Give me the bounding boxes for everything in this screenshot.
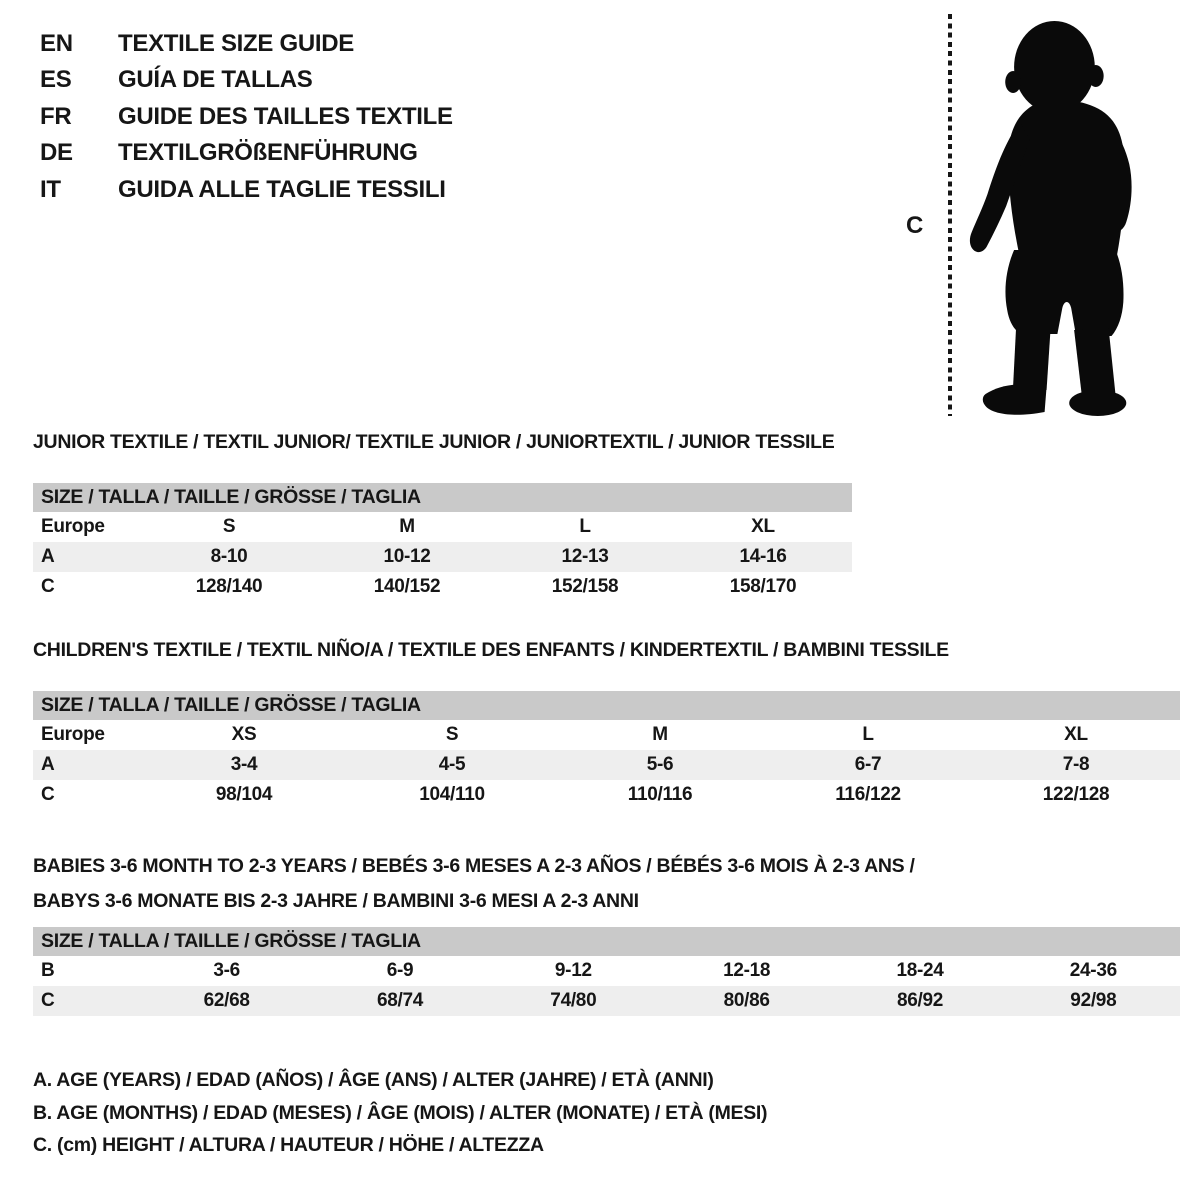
table-cell: 3-6 [213, 960, 240, 981]
row-label: C [41, 990, 55, 1011]
table-cell: 128/140 [195, 576, 263, 597]
language-title: TEXTILE SIZE GUIDE [118, 30, 354, 57]
language-code: ES [40, 66, 72, 94]
junior-table-body [33, 512, 852, 602]
junior-table-title: JUNIOR TEXTILE / TEXTIL JUNIOR/ TEXTILE JUNIOR / JUNIORTEXTIL / JUNIOR TESSILE [33, 431, 835, 453]
table-cell: 9-12 [554, 960, 592, 981]
table-cell: 18-24 [896, 960, 944, 981]
language-code: IT [40, 175, 61, 203]
junior-size-table-section [33, 431, 852, 602]
table-cell: 74/80 [550, 990, 597, 1011]
table-cell: 6-7 [854, 754, 882, 775]
height-dashed-line [948, 14, 952, 416]
language-code: FR [40, 102, 72, 130]
language-row-fr [40, 99, 453, 135]
children-table-body [33, 720, 1180, 810]
children-size-table-section [33, 639, 1180, 810]
table-row [33, 956, 1180, 986]
table-cell: 7-8 [1062, 754, 1090, 775]
row-label: B [41, 960, 55, 981]
table-row [33, 780, 1180, 810]
row-label: C [41, 784, 55, 805]
language-title: GUIDE DES TAILLES TEXTILE [118, 102, 453, 130]
table-cell: 10-12 [383, 546, 431, 567]
table-cell: S [222, 516, 236, 537]
size-header-band: SIZE / TALLA / TAILLE / GRÖSSE / TAGLIA [33, 483, 852, 512]
table-row [33, 542, 852, 572]
row-label: Europe [41, 516, 105, 537]
language-code: EN [40, 30, 73, 57]
table-cell: XL [751, 516, 775, 537]
table-row [33, 986, 1180, 1016]
table-cell: 116/122 [835, 784, 901, 805]
table-cell: 152/158 [551, 576, 619, 597]
language-row-it [40, 172, 453, 208]
table-cell: 3-4 [230, 754, 258, 775]
table-cell: 62/68 [203, 990, 250, 1011]
table-cell: 122/128 [1042, 784, 1110, 805]
row-label: C [41, 576, 55, 597]
table-cell: 14-16 [739, 546, 787, 567]
children-table-title: CHILDREN'S TEXTILE / TEXTIL NIÑO/A / TEXTILE DES ENFANTS / KINDERTEXTIL / BAMBINI TESSILE [33, 639, 949, 661]
babies-table-title-line-2: BABYS 3-6 MONATE BIS 2-3 JAHRE / BAMBINI 3-6 MESI A 2-3 ANNI [33, 890, 639, 912]
table-cell: XL [1064, 724, 1088, 745]
table-cell: 68/74 [376, 990, 424, 1011]
table-row [33, 572, 852, 602]
row-label: A [41, 754, 55, 775]
table-cell: 140/152 [373, 576, 441, 597]
babies-table-title [33, 849, 1180, 919]
table-cell: 98/104 [215, 784, 273, 805]
language-row-en [40, 26, 453, 62]
footnote-legend [33, 1064, 767, 1162]
table-cell: XS [231, 724, 257, 745]
size-header-band: SIZE / TALLA / TAILLE / GRÖSSE / TAGLIA [33, 927, 1180, 956]
table-cell: 110/116 [627, 784, 693, 805]
language-row-es [40, 62, 453, 98]
table-cell: 6-9 [386, 960, 414, 981]
table-cell: 4-5 [438, 754, 466, 775]
table-cell: 12-13 [561, 546, 609, 567]
table-row [33, 750, 1180, 780]
footnote-c-height-cm: C. (cm) HEIGHT / ALTURA / HAUTEUR / HÖHE / ALTEZZA [33, 1134, 544, 1156]
babies-table-body [33, 956, 1180, 1016]
babies-size-table-section [33, 849, 1180, 1016]
row-label: Europe [41, 724, 105, 745]
table-cell: M [652, 724, 668, 745]
language-row-de [40, 135, 453, 171]
table-cell: L [862, 724, 874, 745]
language-title: TEXTILGRÖßENFÜHRUNG [118, 139, 418, 167]
language-code: DE [40, 139, 73, 167]
table-cell: 104/110 [419, 784, 485, 805]
table-cell: 5-6 [646, 754, 674, 775]
babies-table-title-line-1: BABIES 3-6 MONTH TO 2-3 YEARS / BEBÉS 3-6 MESES A 2-3 AÑOS / BÉBÉS 3-6 MOIS À 2-3 ANS / [33, 855, 915, 877]
table-row [33, 720, 1180, 750]
table-cell: 158/170 [729, 576, 797, 597]
size-header-band: SIZE / TALLA / TAILLE / GRÖSSE / TAGLIA [33, 691, 1180, 720]
language-title: GUIDA ALLE TAGLIE TESSILI [118, 175, 446, 203]
table-cell: 80/86 [723, 990, 770, 1011]
height-measure-label: C [906, 212, 924, 239]
table-row [33, 512, 852, 542]
table-cell: L [579, 516, 591, 537]
table-cell: 92/98 [1070, 990, 1117, 1011]
table-cell: S [445, 724, 459, 745]
language-title-list [40, 26, 453, 208]
table-cell: 24-36 [1069, 960, 1117, 981]
footnote-b-age-months: B. AGE (MONTHS) / EDAD (MESES) / ÂGE (MOIS) / ALTER (MONATE) / ETÀ (MESI) [33, 1101, 768, 1124]
table-cell: M [399, 516, 415, 537]
toddler-silhouette-icon [957, 16, 1144, 418]
row-label: A [41, 546, 55, 567]
table-cell: 8-10 [210, 546, 248, 567]
footnote-a-age-years: A. AGE (YEARS) / EDAD (AÑOS) / ÂGE (ANS) / ALTER (JAHRE) / ETÀ (ANNI) [33, 1069, 714, 1091]
table-cell: 12-18 [723, 960, 771, 981]
language-title: GUÍA DE TALLAS [118, 66, 313, 94]
table-cell: 86/92 [896, 990, 944, 1011]
